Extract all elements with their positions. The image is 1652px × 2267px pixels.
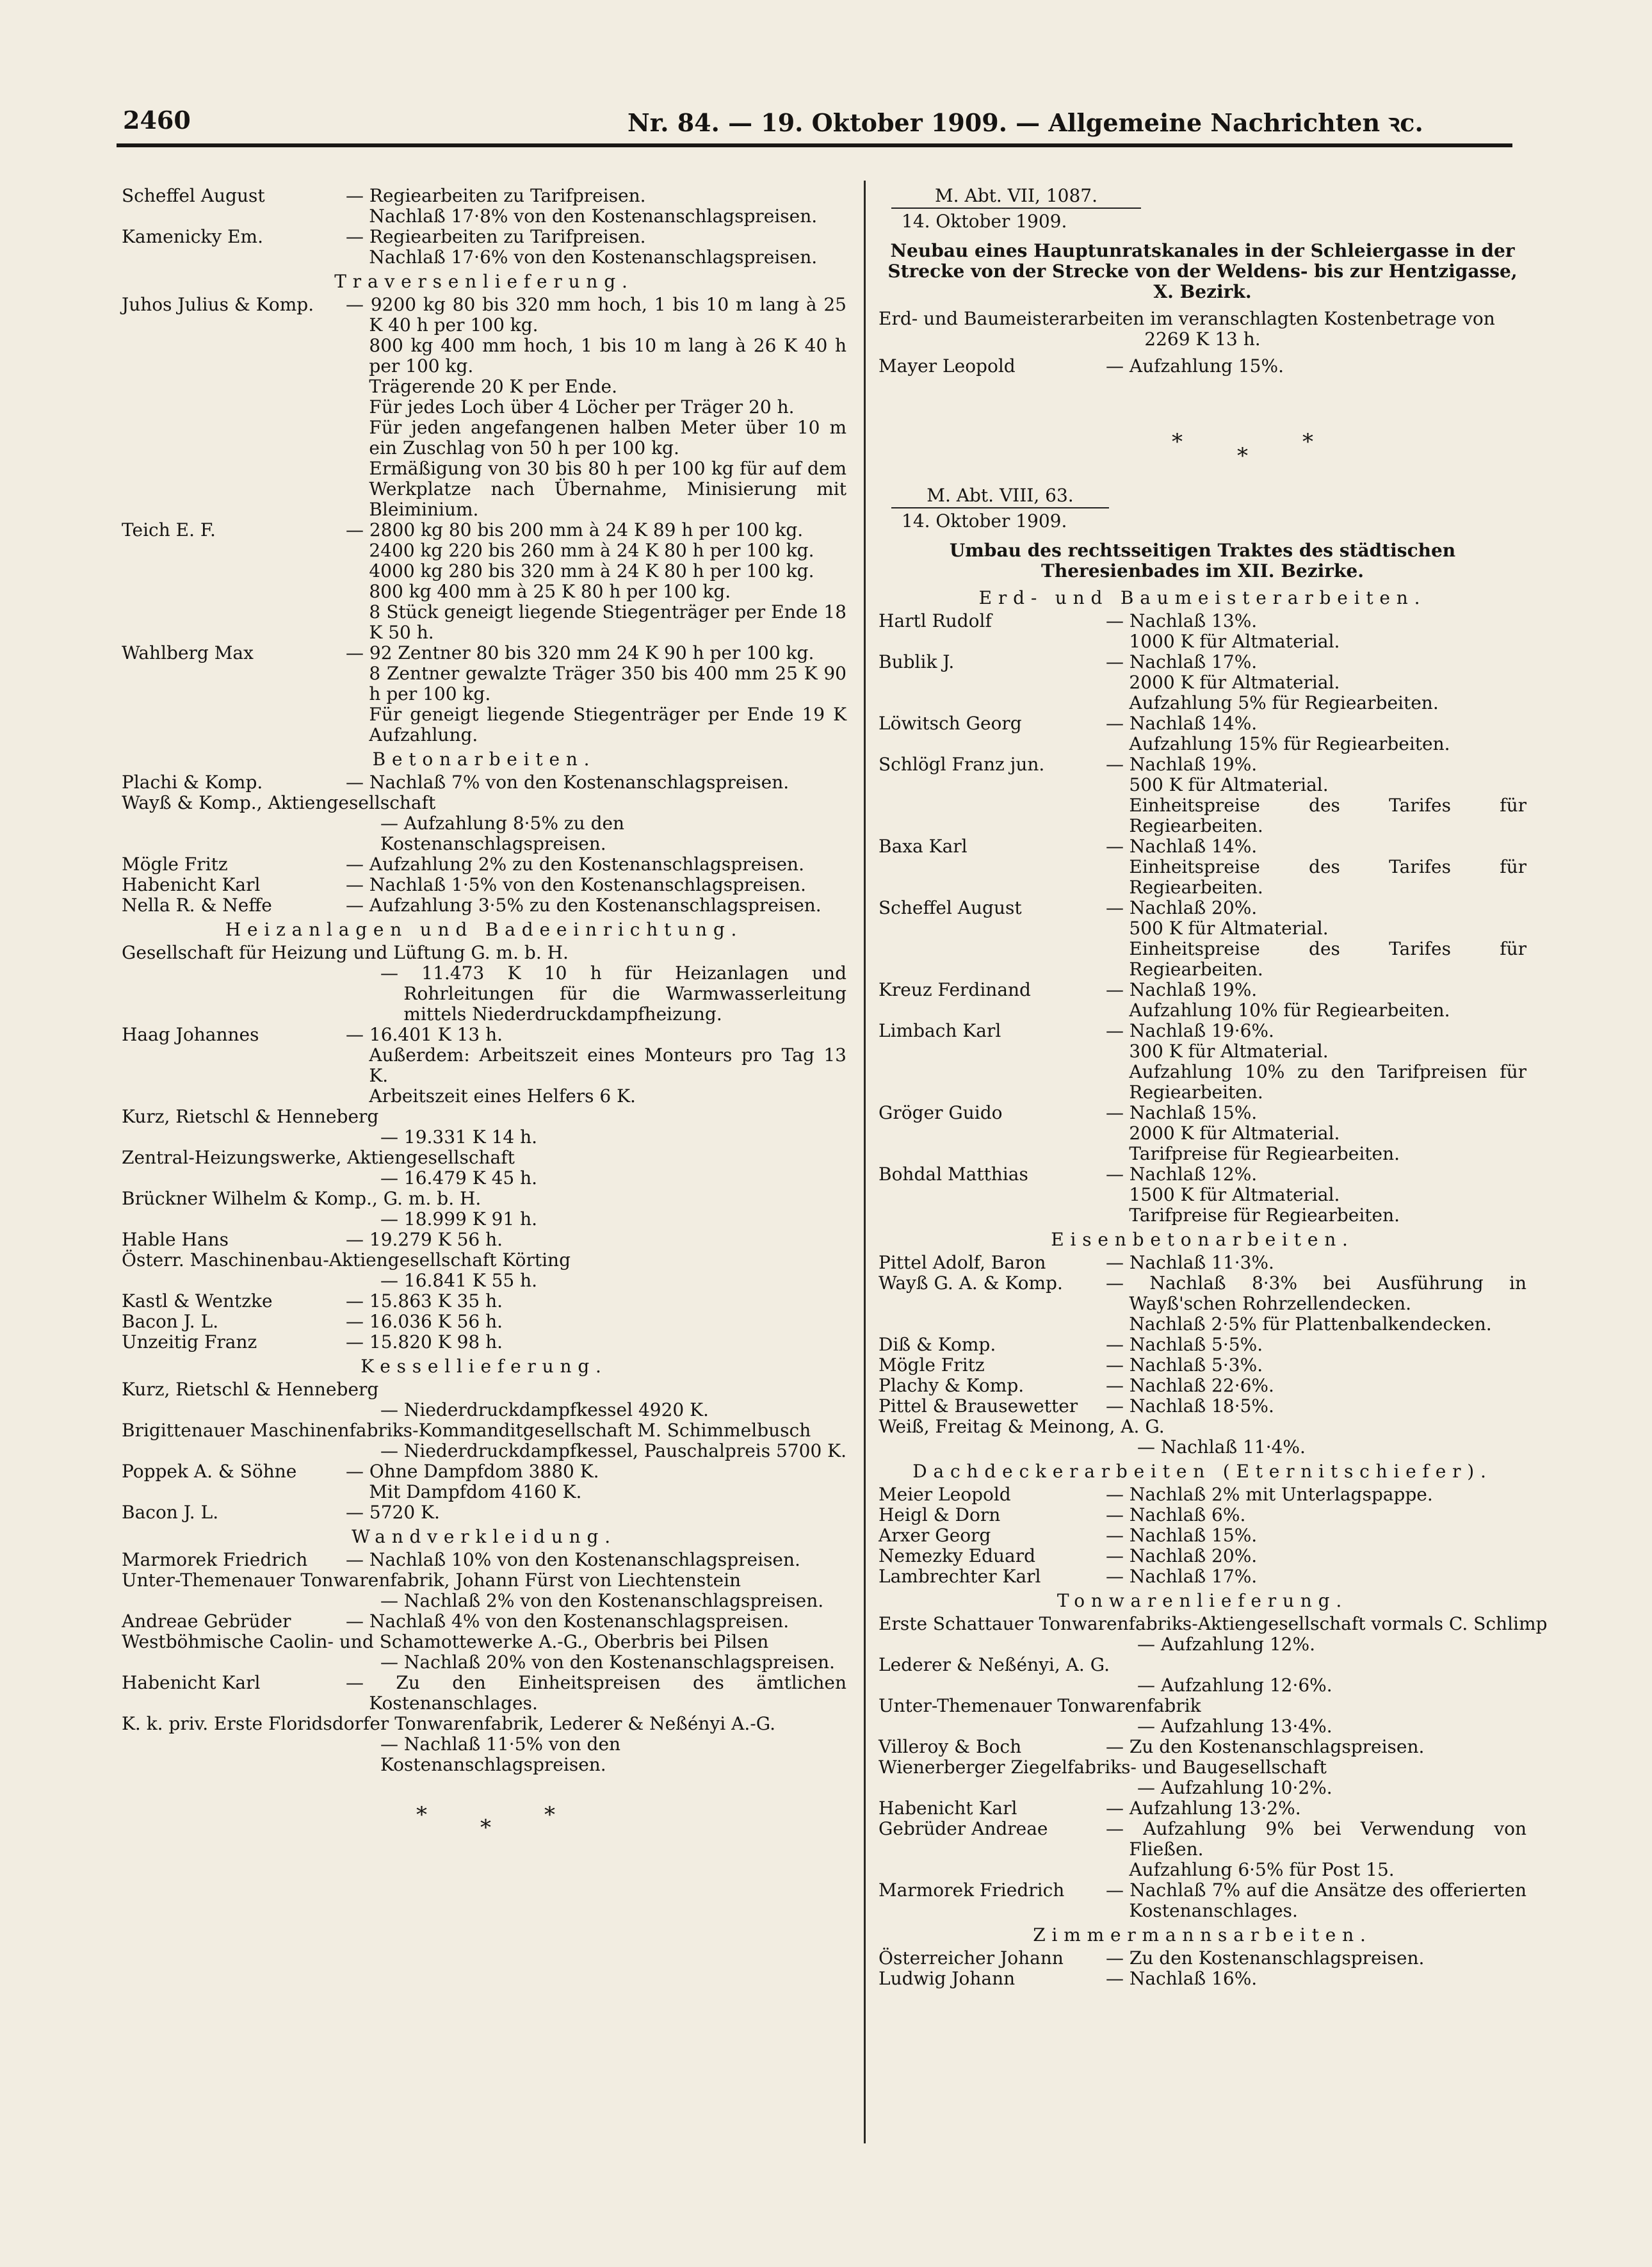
list-item — [879, 1737, 1526, 1757]
bid-text: Tarifpreise für Regiearbeiten. — [1129, 1143, 1400, 1164]
bid-text: 1500 K für Altmaterial. — [1129, 1184, 1340, 1205]
bid-lines — [346, 295, 846, 520]
bid-lines — [1106, 652, 1526, 713]
bidder-name: Mayer Leopold — [879, 355, 1016, 377]
section-heading-traversen: Traversenlieferung. — [334, 271, 634, 292]
bid-text: — 9200 kg 80 bis 320 mm hoch, 1 bis 10 m lang à 25 K 40 h per 100 kg. — [346, 294, 846, 336]
list-item — [122, 1332, 846, 1353]
bid-text: Nachlaß 17·6% von den Kostenanschlagspreisen. — [369, 247, 818, 268]
bid-text: — Nachlaß 14%. — [1106, 713, 1258, 734]
bid-lines — [346, 643, 846, 745]
list-item — [122, 1025, 846, 1107]
bidder-name: Unter-Themenauer Tonwarenfabrik — [879, 1695, 1201, 1716]
bidder-name: Marmorek Friedrich — [122, 1549, 308, 1570]
section-heading-eisen: Eisenbetonarbeiten. — [1051, 1229, 1354, 1250]
bid-text: Für jeden angefangenen halben Meter über 10 m ein Zuschlag von 50 h per 100 kg. — [369, 417, 846, 459]
list-item — [122, 1550, 846, 1570]
bidder-name: Österr. Maschinenbau-Aktiengesellschaft Körting — [122, 1249, 571, 1271]
bid-text: — Zu den Einheitspreisen des ämtlichen Kostenanschlages. — [346, 1672, 846, 1714]
bidder-name: Hartl Rudolf — [879, 610, 992, 631]
bid-text: — Nachlaß 13%. — [1106, 610, 1258, 631]
bid-text: 2000 K für Altmaterial. — [1129, 1123, 1340, 1144]
bid-lines — [1106, 1819, 1526, 1880]
budget-text: Erd- und Baumeisterarbeiten im veranschlagten Kostenbetrage von — [879, 308, 1495, 329]
bidder-name: Bublik J. — [879, 651, 955, 672]
bidder-name: Kreuz Ferdinand — [879, 979, 1031, 1000]
left-column — [122, 186, 846, 1846]
bidder-name: Brückner Wilhelm & Komp., G. m. b. H. — [122, 1188, 482, 1209]
list-item — [879, 1819, 1526, 1880]
bidder-name: Habenicht Karl — [122, 874, 261, 895]
bid-text: — Aufzahlung 2% zu den Kostenanschlagspreisen. — [346, 854, 804, 875]
notice-title: Neubau eines Hauptunratskanales in der Schleiergasse in der Strecke von der Strecke von der Weldens- bis zur Hentzigasse, X. Bezirk. — [887, 240, 1518, 302]
bid-lines — [1106, 713, 1526, 754]
bidder-name: Plachy & Komp. — [879, 1375, 1024, 1396]
section-separator — [879, 377, 1526, 485]
asterisk: * — [1302, 429, 1313, 455]
list-item — [122, 643, 846, 745]
list-item — [879, 1253, 1526, 1273]
list-item — [879, 356, 1526, 377]
bid-text: 8 Zentner gewalzte Träger 350 bis 400 mm 25 K 90 h per 100 kg. — [369, 663, 846, 704]
bid-text: — Niederdruckdampfkessel, Pauschalpreis 5700 K. — [380, 1440, 846, 1461]
bid-text: — Nachlaß 19%. — [1106, 979, 1258, 1000]
bidder-name: Baxa Karl — [879, 836, 968, 857]
bidder-name: Kamenicky Em. — [122, 226, 263, 247]
bid-text: — Zu den Kostenanschlagspreisen. — [1106, 1947, 1425, 1969]
bid-lines — [346, 520, 846, 643]
bidder-name: Bohdal Matthias — [879, 1164, 1028, 1185]
asterisk: * — [480, 1815, 491, 1840]
bidder-name: Nella R. & Neffe — [122, 895, 272, 916]
bid-lines — [1106, 898, 1526, 980]
bidder-name: Heigl & Dorn — [879, 1504, 1001, 1525]
list-item — [879, 713, 1526, 754]
list-item — [879, 836, 1526, 898]
bid-text: — 16.401 K 13 h. — [346, 1024, 503, 1045]
list-item — [879, 652, 1526, 713]
bidder-name: Nemezky Eduard — [879, 1545, 1036, 1566]
bid-text: — Nachlaß 11·5% von den Kostenanschlagspreisen. — [380, 1734, 621, 1775]
bid-text: Aufzahlung 6·5% für Post 15. — [1129, 1859, 1395, 1880]
bid-text: Einheitspreise des Tarifes für Regiearbeiten. — [1129, 795, 1526, 836]
bid-text: — Nachlaß 17%. — [1106, 1566, 1258, 1587]
bid-text: — Nachlaß 10% von den Kostenanschlagspreisen. — [346, 1549, 800, 1570]
section-heading-beton: Betonarbeiten. — [372, 749, 596, 770]
list-item — [122, 1611, 846, 1632]
bid-text: — Nachlaß 20%. — [1106, 897, 1258, 918]
bid-text: — Nachlaß 15%. — [1106, 1102, 1258, 1123]
bid-text: — Nachlaß 20% von den Kostenanschlagspreisen. — [380, 1652, 835, 1673]
list-item — [879, 1103, 1526, 1164]
list-item — [879, 1273, 1526, 1335]
bid-lines — [1106, 1566, 1526, 1587]
bid-text: Aufzahlung 5% für Regiearbeiten. — [1129, 692, 1439, 713]
section-heading-heizung: Heizanlagen und Badeeinrichtung. — [225, 919, 743, 940]
list-item — [879, 1484, 1526, 1505]
bidder-name: Andreae Gebrüder — [122, 1611, 291, 1632]
list-item — [879, 754, 1526, 836]
bid-text: Aufzahlung 10% zu den Tarifpreisen für Regiearbeiten. — [1129, 1061, 1526, 1103]
asterisk: * — [416, 1802, 427, 1828]
bid-text: — Nachlaß 17%. — [1106, 651, 1258, 672]
bidder-name: Wayß & Komp., Aktiengesellschaft — [122, 792, 436, 813]
bidder-name: Schlögl Franz jun. — [879, 754, 1045, 775]
bid-lines — [1106, 754, 1526, 836]
list-item — [879, 611, 1526, 652]
bid-text: — 16.841 K 55 h. — [380, 1270, 538, 1291]
bidder-name: Scheffel August — [122, 185, 265, 206]
bid-text: — Nachlaß 8·3% bei Ausführung in Wayß'schen Rohrzellendecken. — [1106, 1272, 1526, 1314]
bid-lines — [1106, 1253, 1526, 1273]
header-rule — [117, 143, 1512, 147]
right-column — [879, 185, 1548, 1989]
asterisk: * — [544, 1802, 555, 1828]
bid-text: — Nachlaß 12%. — [1106, 1164, 1258, 1185]
bidder-name: Plachi & Komp. — [122, 772, 263, 793]
bid-lines — [346, 1025, 846, 1107]
bidder-name: Limbach Karl — [879, 1020, 1001, 1041]
bid-text: — Aufzahlung 13·4%. — [1137, 1716, 1332, 1737]
bid-text: Außerdem: Arbeitszeit eines Monteurs pro Tag 13 K. — [369, 1044, 846, 1086]
bid-text: — Nachlaß 18·5%. — [1106, 1395, 1274, 1417]
bidder-name: Hable Hans — [122, 1229, 229, 1250]
bid-text: — Nachlaß 6%. — [1106, 1504, 1246, 1525]
bid-lines — [1106, 1525, 1526, 1546]
bid-text: Tarifpreise für Regiearbeiten. — [1129, 1205, 1400, 1226]
bidder-name: Kurz, Rietschl & Henneberg — [122, 1379, 379, 1400]
bid-text: 300 K für Altmaterial. — [1129, 1041, 1329, 1062]
bidder-name: Wahlberg Max — [122, 642, 254, 663]
bid-text: — Nachlaß 1·5% von den Kostenanschlagspreisen. — [346, 874, 806, 895]
list-item — [122, 875, 846, 895]
list-item — [122, 520, 846, 643]
notice-id: M. Abt. VII, 1087. — [891, 186, 1141, 209]
bid-text: — Nachlaß 22·6%. — [1106, 1375, 1274, 1396]
bid-text: — 92 Zentner 80 bis 320 mm 24 K 90 h per 100 kg. — [346, 642, 814, 663]
bidder-name: Kurz, Rietschl & Henneberg — [122, 1106, 379, 1127]
bid-text: — Aufzahlung 8·5% zu den Kostenanschlagspreisen. — [380, 813, 625, 854]
bid-text: 1000 K für Altmaterial. — [1129, 631, 1340, 652]
bidder-name: Teich E. F. — [122, 519, 216, 540]
bid-lines — [1106, 836, 1526, 898]
list-item — [879, 1969, 1526, 1989]
bidder-name: Unzeitig Franz — [122, 1331, 257, 1353]
bid-text: — Nachlaß 15%. — [1106, 1525, 1258, 1546]
bid-text: — 18.999 K 91 h. — [380, 1208, 538, 1230]
bid-lines — [1106, 1396, 1526, 1417]
bidder-name: Brigittenauer Maschinenfabriks-Kommanditgesellschaft M. Schimmelbusch — [122, 1420, 811, 1441]
bid-lines — [1106, 1164, 1526, 1226]
bid-text: — Nachlaß 7% von den Kostenanschlagspreisen. — [346, 772, 790, 793]
bid-text: — 19.331 K 14 h. — [380, 1126, 538, 1148]
bidder-name: Habenicht Karl — [879, 1798, 1017, 1819]
bid-text: — Aufzahlung 15%. — [1106, 355, 1284, 377]
bid-text: — 19.279 K 56 h. — [346, 1229, 503, 1250]
bid-lines — [1106, 1335, 1526, 1355]
bid-text: 4000 kg 280 bis 320 mm à 24 K 80 h per 100 kg. — [369, 560, 814, 581]
list-item — [122, 854, 846, 875]
bid-text: — Regiearbeiten zu Tarifpreisen. — [346, 226, 646, 247]
bid-lines — [346, 227, 846, 268]
list-item — [879, 898, 1526, 980]
bid-text: Einheitspreise des Tarifes für Regiearbeiten. — [1129, 856, 1526, 898]
bid-text: — Nachlaß 14%. — [1106, 836, 1258, 857]
bid-text: — 5720 K. — [346, 1502, 440, 1523]
bidder-name: Kastl & Wentzke — [122, 1290, 273, 1312]
list-item — [879, 1021, 1526, 1103]
bid-text: 800 kg 400 mm à 25 K 80 h per 100 kg. — [369, 581, 731, 602]
bidder-name: Marmorek Friedrich — [879, 1880, 1065, 1901]
bid-text: — Nachlaß 7% auf die Ansätze des offerierten Kostenanschlages. — [1106, 1880, 1526, 1921]
bid-lines — [1106, 1546, 1526, 1566]
bid-text: — 16.479 K 45 h. — [380, 1167, 538, 1189]
page-header — [115, 106, 1511, 144]
bid-text: 2000 K für Altmaterial. — [1129, 672, 1340, 693]
bidder-name: Erste Schattauer Tonwarenfabriks-Aktiengesellschaft vormals C. Schlimp — [879, 1613, 1548, 1634]
bidder-name: Unter-Themenauer Tonwarenfabrik, Johann Fürst von Liechtenstein — [122, 1570, 741, 1591]
list-item — [879, 1376, 1526, 1396]
list-item — [122, 1312, 846, 1332]
bidder-name: Österreicher Johann — [879, 1947, 1064, 1969]
column-divider — [864, 181, 866, 2143]
list-item — [879, 1355, 1526, 1376]
bidder-name: Westböhmische Caolin- und Schamottewerke A.-G., Oberbris bei Pilsen — [122, 1631, 769, 1652]
list-item — [122, 186, 846, 227]
bid-text: — 2800 kg 80 bis 200 mm à 24 K 89 h per 100 kg. — [346, 519, 804, 540]
bid-lines — [1106, 1484, 1526, 1505]
bid-lines — [122, 963, 846, 1025]
bid-text: — Aufzahlung 12·6%. — [1137, 1675, 1332, 1696]
notice-date: 14. Oktober 1909. — [902, 510, 1067, 532]
bidder-name: Löwitsch Georg — [879, 713, 1022, 734]
bidder-name: Diß & Komp. — [879, 1334, 996, 1355]
bid-text: Einheitspreise des Tarifes für Regiearbeiten. — [1129, 938, 1526, 980]
bidder-name: Weiß, Freitag & Meinong, A. G. — [879, 1416, 1165, 1437]
bid-text: Nachlaß 17·8% von den Kostenanschlagspreisen. — [369, 206, 818, 227]
bid-text: Für jedes Loch über 4 Löcher per Träger 20 h. — [369, 396, 795, 418]
bid-text: Aufzahlung 15% für Regiearbeiten. — [1129, 733, 1450, 754]
section-heading-zimmer: Zimmermannsarbeiten. — [1033, 1924, 1372, 1946]
bid-text: — Ohne Dampfdom 3880 K. — [346, 1461, 599, 1482]
bid-text: — Regiearbeiten zu Tarifpreisen. — [346, 185, 646, 206]
bidder-name: Mögle Fritz — [122, 854, 228, 875]
bid-lines — [1106, 1355, 1526, 1376]
bid-text: — Aufzahlung 9% bei Verwendung von Fließen. — [1106, 1818, 1526, 1860]
bid-text: Ermäßigung von 30 bis 80 h per 100 kg für auf dem Werkplatze nach Übernahme, Minisierung mit Bleiminium. — [369, 458, 846, 520]
bid-lines — [1106, 611, 1526, 652]
list-item — [879, 1546, 1526, 1566]
bidder-name: Mögle Fritz — [879, 1354, 985, 1376]
bidder-name: Bacon J. L. — [122, 1502, 219, 1523]
bidder-name: Arxer Georg — [879, 1525, 991, 1546]
notice-id: M. Abt. VIII, 63. — [891, 485, 1109, 508]
bidder-name: Poppek A. & Söhne — [122, 1461, 297, 1482]
bidder-name: Wienerberger Ziegelfabriks- und Baugesellschaft — [879, 1757, 1327, 1778]
list-item — [879, 1880, 1526, 1921]
list-item — [879, 1525, 1526, 1546]
section-heading-dach: Dachdeckerarbeiten (Eternitschiefer). — [912, 1461, 1493, 1482]
bid-text: — Zu den Kostenanschlagspreisen. — [1106, 1736, 1425, 1757]
bid-text: — Nachlaß 2% mit Unterlagspappe. — [1106, 1484, 1433, 1505]
list-item — [122, 1502, 846, 1523]
budget-amount: 2269 K 13 h. — [1144, 329, 1261, 350]
list-item — [122, 227, 846, 268]
bid-text: — Nachlaß 4% von den Kostenanschlagspreisen. — [346, 1611, 790, 1632]
bidder-name: Ludwig Johann — [879, 1968, 1016, 1989]
bid-lines — [1106, 1021, 1526, 1103]
bid-text: — Nachlaß 11·4%. — [1137, 1436, 1306, 1458]
bidder-name: K. k. priv. Erste Floridsdorfer Tonwarenfabrik, Lederer & Neßényi A.-G. — [122, 1713, 775, 1734]
bid-text: 500 K für Altmaterial. — [1129, 918, 1329, 939]
bidder-name: Bacon J. L. — [122, 1311, 219, 1332]
bid-text: — Nachlaß 11·3%. — [1106, 1252, 1274, 1273]
list-item — [879, 1948, 1526, 1969]
bidder-name: Pittel & Brausewetter — [879, 1395, 1078, 1417]
list-item — [879, 1164, 1526, 1226]
bidder-name: Haag Johannes — [122, 1024, 259, 1045]
bid-text: Aufzahlung 10% für Regiearbeiten. — [1129, 1000, 1450, 1021]
section-separator — [122, 1775, 846, 1846]
bid-text: — Nachlaß 19%. — [1106, 754, 1258, 775]
bidder-name: Lederer & Neßényi, A. G. — [879, 1654, 1110, 1675]
bid-text: — Aufzahlung 13·2%. — [1106, 1798, 1301, 1819]
list-item — [879, 1798, 1526, 1819]
bid-lines — [1106, 1798, 1526, 1819]
bidder-name: Zentral-Heizungswerke, Aktiengesellschaft — [122, 1147, 515, 1168]
list-item — [122, 295, 846, 520]
list-item — [879, 1505, 1526, 1525]
bidder-name: Gröger Guido — [879, 1102, 1003, 1123]
list-item — [122, 1230, 846, 1250]
section-heading-ton: Tonwarenlieferung. — [1057, 1590, 1348, 1611]
bidder-name: Meier Leopold — [879, 1484, 1011, 1505]
bid-text: 2400 kg 220 bis 260 mm à 24 K 80 h per 100 kg. — [369, 540, 814, 561]
list-item — [122, 1461, 846, 1502]
bid-lines — [346, 1461, 846, 1502]
bidder-name: Scheffel August — [879, 897, 1022, 918]
bid-text: — 15.863 K 35 h. — [346, 1290, 503, 1312]
bid-text: — 11.473 K 10 h für Heizanlagen und Rohrleitungen für die Warmwasserleitung mittels Niederdruckdampfheizung. — [380, 963, 846, 1025]
bid-lines — [346, 186, 846, 227]
bid-lines — [1106, 1273, 1526, 1335]
bid-text: — Nachlaß 16%. — [1106, 1968, 1258, 1989]
asterisk: * — [1172, 429, 1183, 455]
bid-text: 500 K für Altmaterial. — [1129, 774, 1329, 795]
list-item — [879, 1566, 1526, 1587]
bid-text: Für geneigt liegende Stiegenträger per Ende 19 K Aufzahlung. — [369, 704, 846, 745]
notice-title: Umbau des rechtsseitigen Traktes des städtischen Theresienbades im XII. Bezirke. — [949, 540, 1456, 581]
list-item — [122, 1673, 846, 1714]
bid-text: — 16.036 K 56 h. — [346, 1311, 503, 1332]
bidder-name: Juhos Julius & Komp. — [122, 294, 314, 315]
bidder-name: Lambrechter Karl — [879, 1566, 1041, 1587]
bid-lines — [1106, 1948, 1526, 1969]
page-number: 2460 — [123, 106, 191, 134]
notice-date: 14. Oktober 1909. — [902, 211, 1067, 232]
bid-text: — Niederdruckdampfkessel 4920 K. — [380, 1399, 709, 1420]
bid-text: 8 Stück geneigt liegende Stiegenträger per Ende 18 K 50 h. — [369, 601, 846, 643]
bid-text: — Nachlaß 19·6%. — [1106, 1020, 1274, 1041]
list-item — [122, 1291, 846, 1312]
bid-text: — Aufzahlung 10·2%. — [1137, 1777, 1332, 1798]
bidder-name: Gesellschaft für Heizung und Lüftung G. m. b. H. — [122, 942, 569, 963]
bid-text: — Nachlaß 5·5%. — [1106, 1334, 1263, 1355]
bid-text: — 15.820 K 98 h. — [346, 1331, 503, 1353]
bid-lines — [1106, 1376, 1526, 1396]
bid-text: 800 kg 400 mm hoch, 1 bis 10 m lang à 26 K 40 h per 100 kg. — [369, 335, 846, 377]
list-item — [879, 1335, 1526, 1355]
bid-lines — [1106, 1103, 1526, 1164]
section-heading-erd: Erd- und Baumeisterarbeiten. — [978, 587, 1427, 608]
bid-text: — Nachlaß 20%. — [1106, 1545, 1258, 1566]
list-item — [879, 980, 1526, 1021]
bid-lines — [1106, 1880, 1526, 1921]
bidder-name: Habenicht Karl — [122, 1672, 261, 1693]
bidder-name: Pittel Adolf, Baron — [879, 1252, 1046, 1273]
section-heading-kessel: Kessellieferung. — [360, 1356, 608, 1377]
list-item — [879, 1396, 1526, 1417]
bid-text: Mit Dampfdom 4160 K. — [369, 1481, 582, 1502]
bid-text: — Nachlaß 5·3%. — [1106, 1354, 1263, 1376]
bidder-name: Wayß G. A. & Komp. — [879, 1272, 1063, 1294]
bid-text: Nachlaß 2·5% für Plattenbalkendecken. — [1129, 1313, 1492, 1335]
list-item — [122, 772, 846, 793]
running-title: Nr. 84. — 19. Oktober 1909. — Allgemeine Nachrichten ꝛc. — [628, 108, 1423, 137]
bid-lines — [1106, 1505, 1526, 1525]
bid-lines — [1106, 980, 1526, 1021]
list-item — [122, 895, 846, 916]
bid-text: — Aufzahlung 3·5% zu den Kostenanschlagspreisen. — [346, 895, 822, 916]
bidder-name: Gebrüder Andreae — [879, 1818, 1048, 1839]
asterisk: * — [1237, 443, 1248, 469]
bid-lines — [1106, 1969, 1526, 1989]
bid-text: — Aufzahlung 12%. — [1137, 1634, 1315, 1655]
bid-text: Trägerende 20 K per Ende. — [369, 376, 618, 397]
bid-text: Arbeitszeit eines Helfers 6 K. — [369, 1085, 636, 1107]
bid-text: — Nachlaß 2% von den Kostenanschlagspreisen. — [380, 1590, 824, 1611]
section-heading-wand: Wandverkleidung. — [352, 1526, 617, 1547]
bidder-name: Villeroy & Boch — [879, 1736, 1022, 1757]
